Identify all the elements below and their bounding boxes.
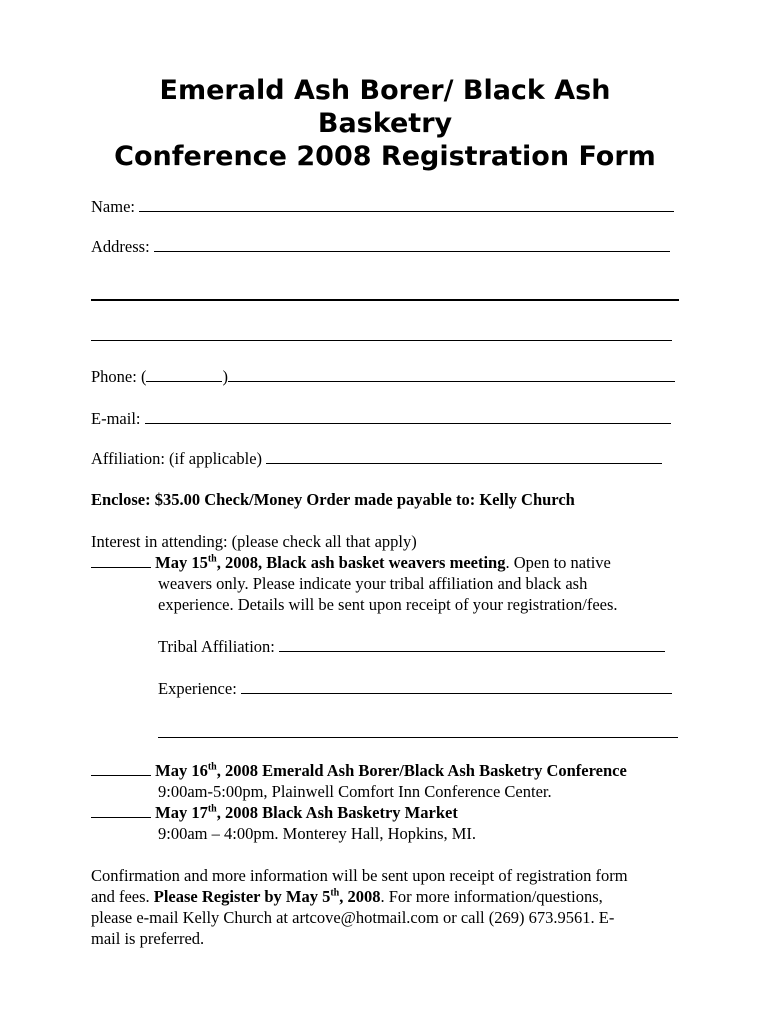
- option-may16-checkbox[interactable]: [91, 761, 151, 776]
- experience-row: [158, 679, 672, 699]
- register-deadline: Please Register by May 5th, 2008: [153, 887, 381, 906]
- phone-area-code-field[interactable]: [146, 367, 222, 382]
- address-field[interactable]: [154, 237, 670, 252]
- option-may15-desc-1: . Open to native: [505, 553, 611, 572]
- experience-field[interactable]: [241, 679, 672, 694]
- option-may17-checkbox[interactable]: [91, 803, 151, 818]
- footer-line-1: Confirmation and more information will be sent upon receipt of registration form: [91, 866, 628, 885]
- option-may16-detail: 9:00am-5:00pm, Plainwell Comfort Inn Conference Center.: [158, 782, 552, 801]
- interest-intro: Interest in attending: (please check all that apply): [91, 532, 417, 551]
- tribal-affiliation-field[interactable]: [279, 637, 665, 652]
- footer-line-3: please e-mail Kelly Church at artcove@hotmail.com or call (269) 673.9561. E-: [91, 908, 615, 927]
- address-label: Address:: [91, 237, 150, 256]
- address-line-2[interactable]: [91, 299, 679, 301]
- form-title-line-1: Emerald Ash Borer/ Black Ash: [159, 75, 611, 106]
- option-may15-date: May 15th, 2008, Black ash basket weavers meeting: [155, 553, 506, 572]
- email-field-row: [91, 409, 671, 429]
- option-may17-title: May 17th, 2008 Black Ash Basketry Market: [155, 803, 458, 822]
- name-field-row: [91, 197, 674, 217]
- name-label: Name:: [91, 197, 135, 216]
- phone-field-row: [91, 367, 675, 387]
- phone-paren: ): [222, 367, 228, 386]
- affiliation-label: Affiliation: (if applicable): [91, 449, 263, 468]
- email-field[interactable]: [145, 409, 671, 424]
- option-may17-detail: 9:00am – 4:00pm. Monterey Hall, Hopkins, MI.: [158, 824, 477, 843]
- address-field-row: [91, 237, 670, 257]
- email-label: E-mail:: [91, 409, 141, 428]
- option-may15-desc-3: experience. Details will be sent upon receipt of your registration/fees.: [158, 595, 618, 614]
- footer-line-4: mail is preferred.: [91, 929, 205, 948]
- experience-line-2[interactable]: [158, 737, 678, 738]
- address-line-3[interactable]: [91, 340, 672, 341]
- tribal-affiliation-row: [158, 637, 665, 657]
- option-may15-desc-2: weavers only. Please indicate your tribal affiliation and black ash: [158, 574, 588, 593]
- option-may16-title: May 16th, 2008 Emerald Ash Borer/Black Ash Basketry Conference: [155, 761, 627, 780]
- option-may16-row: [91, 761, 627, 781]
- phone-number-field[interactable]: [228, 367, 675, 382]
- option-may15-row: [91, 553, 611, 573]
- footer-line-2: and fees. Please Register by May 5th, 2008. For more information/questions,: [91, 887, 603, 906]
- form-title-line-2: Basketry: [317, 108, 453, 139]
- enclose-payment-note: Enclose: $35.00 Check/Money Order made payable to: Kelly Church: [91, 490, 575, 509]
- phone-label: Phone: (: [91, 367, 147, 386]
- option-may17-row: [91, 803, 458, 823]
- name-field[interactable]: [139, 197, 674, 212]
- form-title-line-3: Conference 2008 Registration Form: [114, 141, 656, 172]
- affiliation-field-row: [91, 449, 662, 469]
- tribal-affiliation-label: Tribal Affiliation:: [158, 637, 275, 656]
- affiliation-field[interactable]: [266, 449, 662, 464]
- experience-label: Experience:: [158, 679, 237, 698]
- option-may15-checkbox[interactable]: [91, 553, 151, 568]
